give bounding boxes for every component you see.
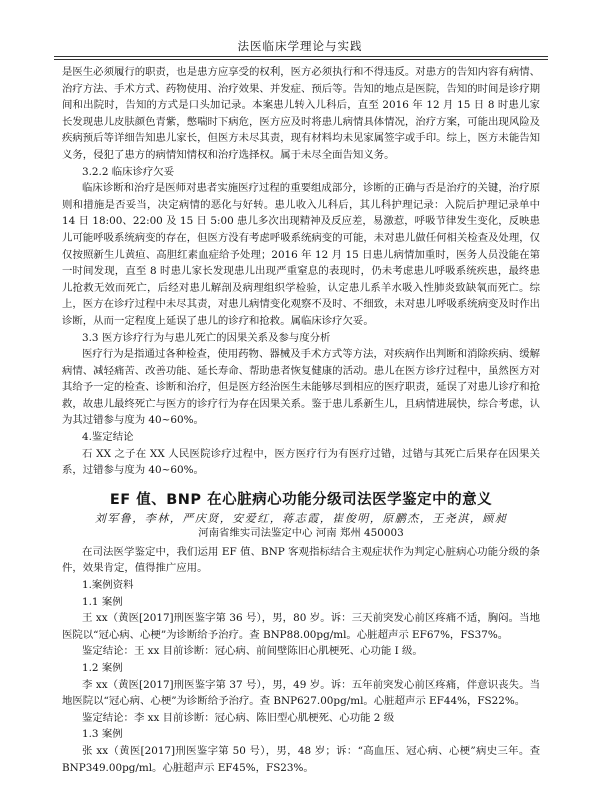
case-2-opinion: 鉴定结论：李 xx 目前诊断：冠心病、陈旧型心肌梗死、心功能 2 级 [82,711,395,724]
page-body [62,64,540,776]
case-1-text: 王 xx（黄医[2017]刑医鉴字第 36 号），男，80 岁。诉：三天前突发心前区疼痛不适，胸闷。当地医院以“冠心病、心梗”为诊断给予治疗。查 BNP88.00pg/ml。心脏超声示 EF67%，FS37%。 [62,612,540,641]
heading-case-data: 1.案例资料 [82,579,134,592]
article-title: EF 值、BNP 在心脏病心功能分级司法医学鉴定中的意义 [109,491,493,508]
heading-3-3: 3.3 医方诊疗行为与患儿死亡的因果关系及参与度分析 [82,331,331,344]
heading-case-1: 1.1 案例 [82,595,123,608]
paragraph-clinical-diagnosis: 临床诊断和治疗是医师对患者实施医疗过程的重要组成部分，诊断的正确与否是治疗的关键，治疗原则和措施是否妥当，决定病情的恶化与好转。患儿收入儿科后，其儿科护理记录：入院后护理记录单中 14 日 18:00、22:00 及 15 日 5:00 患儿多次出现精神及反应差，易激惹，呼吸节律发生变化，反映患儿可能呼吸系统病变的存在，但医方没有考虑呼吸系统病变的可能，未对患儿做任何相关检查及处理，仅仅按照新生儿黄疸、高胆红素血症给予处理；2016 年 12 月 15 日患儿病情加重时，医务人员没能在第一时间发现，直至 8 时患儿家长发现患儿出现严重窒息的表现时，仍未考虑患儿呼吸系统疾患，最终患儿抢救无效而死亡，后经对患儿解剖及病理组织学检验，认定患儿系羊水吸入性肺炎致缺氧而死亡。综上，医方在诊疗过程中未尽其责，对患儿病情变化观察不及时、不细致，未对患儿呼吸系统病变及时作出诊断，从而一定程度上延误了患儿的诊疗和抢救。属临床诊疗欠妥。 [62,182,540,327]
case-3-text: 张 xx（黄医[2017]刑医鉴字第 50 号），男，48 岁；诉：“高血压、冠心病、心梗”病史三年。查 BNP349.00pg/ml。心脏超声示 EF45%，FS23%。 [62,744,540,774]
case-2-text: 李 xx（黄医[2017]刑医鉴字第 37 号），男，49 岁。诉：五年前突发心前区疼痛，伴意识丧失。当地医院以“冠心病、心梗”为诊断给予治疗。查 BNP627.00pg/ml。心脏超声示 EF44%，FS22%。 [62,678,540,708]
paragraph-informed-consent: 是医生必须履行的职责，也是患方应享受的权利，医方必须执行和不得违反。对患方的告知内容有病情、治疗方法、手术方式、药物使用、治疗效果、并发症、预后等。告知的地点是医院，告知的时间是诊疗期间和出院时，告知的方式是口头加记录。本案患儿转入儿科后，直至 2016 年 12 月 15 日 8 时患儿家长发现患儿皮肤颜色青紫，憋喘时下病危，医方应及时将患儿病情具体情况，治疗方案，可能出现风险及疾病预后等详细告知患儿家长，但医方未尽其责，现有材料均未见家属签字或手印。综上，医方未能告知义务，侵犯了患方的病情知情权和治疗选择权。属于未尽全面告知义务。 [62,66,540,161]
header-rule [54,56,548,60]
article-intro: 在司法医学鉴定中，我们运用 EF 值、BNP 客观指标结合主观症状作为判定心脏病心功能分级的条件，效果肯定，值得推广应用。 [62,545,540,575]
paragraph-conclusion: 石 XX 之子在 XX 人民医院诊疗过程中，医方医疗行为有医疗过错，过错与其死亡后果存在因果关系，过错参与度为 40~60%。 [62,447,540,477]
article-authors: 刘军鲁，李林，严庆贤，安爱红，蒋志霞，崔俊明，原鹏杰，王尧淇，顾昶 [94,511,508,525]
paragraph-causality: 医疗行为是指通过各种检查，使用药物、器械及手术方式等方法，对疾病作出判断和消除疾病、缓解病情、减轻痛苦、改善功能、延长寿命、帮助患者恢复健康的活动。患儿在医方诊疗过程中，虽然医方对其给予一定的检查、诊断和治疗，但是医方经治医生未能够尽到相应的医疗职责，延误了对患儿诊疗和抢救，故患儿最终死亡与医方的诊疗行为存在因果关系。鉴于患儿系新生儿，且病情进展快，综合考虑，认为其过错参与度为 40~60%。 [62,348,540,427]
article-affiliation: 河南省维实司法鉴定中心 河南 郑州 450003 [198,526,404,539]
heading-case-3: 1.3 案例 [82,728,123,741]
case-1-opinion: 鉴定结论：王 xx 目前诊断：冠心病、前间壁陈旧心肌梗死、心功能 I 级。 [82,645,423,658]
heading-3-2-2: 3.2.2 临床诊疗欠妥 [82,165,175,178]
heading-4-conclusion: 4.鉴定结论 [82,431,134,444]
running-header: 法医临床学理论与实践 [237,39,363,53]
heading-case-2: 1.2 案例 [82,662,123,674]
